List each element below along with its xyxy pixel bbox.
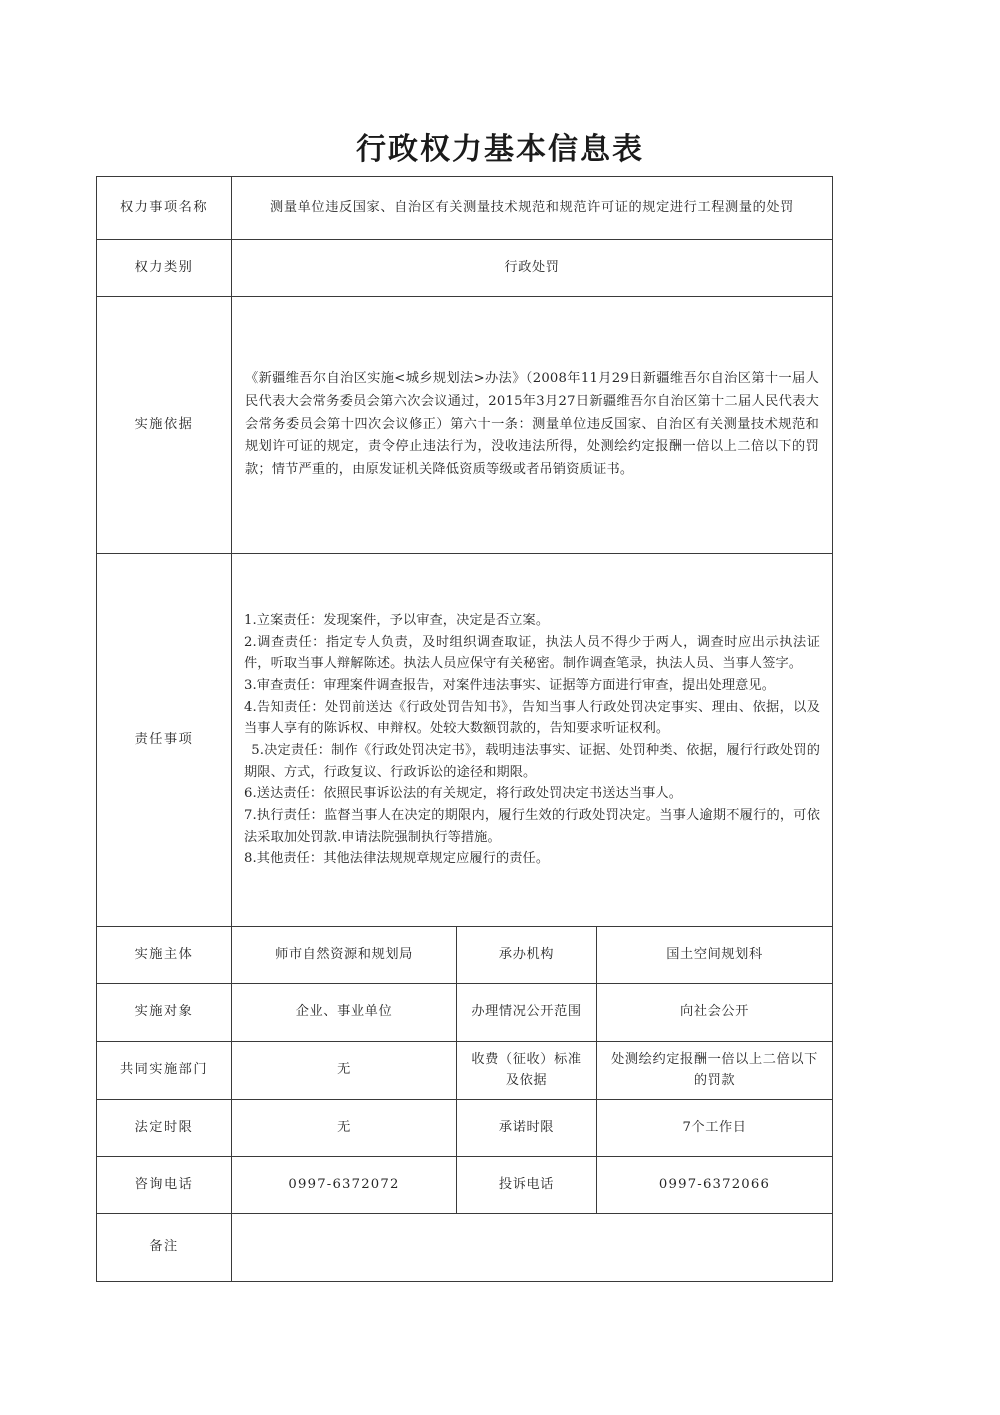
duty-item-1: 1.立案责任：发现案件，予以审查，决定是否立案。 [244, 613, 550, 629]
row-value-item-name [232, 177, 833, 240]
table-row-remarks [97, 1214, 833, 1282]
value-handling-agency: 国土空间规划科 [666, 946, 763, 962]
row-value-disclosure-scope [597, 984, 833, 1042]
row-value-handling-agency [597, 927, 833, 984]
row-value-legal-basis [232, 297, 833, 554]
power-info-table [96, 176, 833, 1282]
label-handling-agency: 承办机构 [498, 946, 555, 962]
row-value-fee-standard [597, 1042, 833, 1100]
table-row-duties [97, 554, 833, 927]
row-value-duties [232, 554, 833, 927]
duty-item-7: 7.执行责任：监督当事人在决定的期限内，履行生效的行政处罚决定。当事人逾期不履行的，可依法采取加处罚款.申请法院强制执行等措施。 [244, 807, 821, 845]
row-value-legal-time-limit [232, 1100, 457, 1157]
table-row-item-name [97, 177, 833, 240]
row-label-joint-department [97, 1042, 232, 1100]
row-value-remarks [232, 1214, 833, 1282]
label-legal-time-limit: 法定时限 [134, 1119, 194, 1135]
row-label-implementing-body [97, 927, 232, 984]
table-row-implementing-body [97, 927, 833, 984]
label-implementing-body: 实施主体 [134, 946, 194, 962]
table-row-joint-department [97, 1042, 833, 1100]
row-label-implementing-object [97, 984, 232, 1042]
label-promised-time-limit: 承诺时限 [498, 1119, 555, 1135]
duty-item-2: 2.调查责任：指定专人负责，及时组织调查取证，执法人员不得少于两人，调查时应出示执法证件，听取当事人辩解陈述。执法人员应保守有关秘密。制作调查笔录，执法人员、当事人签字。 [244, 634, 821, 672]
value-remarks [232, 1241, 832, 1255]
row-value-consult-phone [232, 1157, 457, 1214]
row-label-disclosure-scope [457, 984, 597, 1042]
value-item-name: 测量单位违反国家、自治区有关测量技术规范和规范许可证的规定进行工程测量的处罚 [270, 199, 794, 215]
row-label-promised-time-limit [457, 1100, 597, 1157]
row-label-item-name [97, 177, 232, 240]
duty-item-3: 3.审查责任：审理案件调查报告，对案件违法事实、证据等方面进行审查，提出处理意见。 [244, 678, 775, 694]
row-value-complaint-phone [597, 1157, 833, 1214]
table-row-implementing-object [97, 984, 833, 1042]
row-value-power-category [232, 240, 833, 297]
row-value-implementing-body [232, 927, 457, 984]
label-joint-department: 共同实施部门 [119, 1062, 209, 1078]
label-fee-standard: 收费（征收）标准及依据 [471, 1052, 582, 1088]
label-remarks: 备注 [149, 1239, 179, 1255]
legal-basis-block [232, 350, 832, 500]
row-label-power-category [97, 240, 232, 297]
label-complaint-phone: 投诉电话 [498, 1176, 555, 1192]
value-implementing-body: 师市自然资源和规划局 [275, 946, 413, 962]
label-disclosure-scope: 办理情况公开范围 [471, 1004, 582, 1020]
label-legal-basis: 实施依据 [134, 416, 194, 432]
duties-list [232, 600, 832, 880]
value-power-category: 行政处罚 [504, 259, 560, 275]
table-row-phones [97, 1157, 833, 1214]
duty-item-4: 4.告知责任：处罚前送达《行政处罚告知书》，告知当事人行政处罚决定事实、理由、依据，以及当事人享有的陈诉权、申辩权。处较大数额罚款的，告知要求听证权利。 [244, 699, 821, 737]
table-row-legal-time-limit [97, 1100, 833, 1157]
duty-item-6: 6.送达责任：依照民事诉讼法的有关规定，将行政处罚决定书送达当事人。 [244, 786, 682, 802]
row-value-promised-time-limit [597, 1100, 833, 1157]
row-value-joint-department [232, 1042, 457, 1100]
value-implementing-object: 企业、事业单位 [295, 1004, 393, 1020]
label-implementing-object: 实施对象 [134, 1004, 194, 1020]
label-power-category: 权力类别 [134, 259, 194, 275]
row-label-remarks [97, 1214, 232, 1282]
label-duties: 责任事项 [134, 731, 194, 747]
table-row-power-category [97, 240, 833, 297]
duty-item-5: 5.决定责任：制作《行政处罚决定书》，载明违法事实、证据、处罚种类、依据，履行行政处罚的期限、方式，行政复议、行政诉讼的途径和期限。 [244, 743, 821, 780]
value-legal-basis: 《新疆维吾尔自治区实施<城乡规划法>办法》（2008年11月29日新疆维吾尔自治区第十一届人民代表大会常务委员会第六次会议通过，2015年3月27日新疆维吾尔自治区第十二届人民代表大会常务委员会第十四次会议修正）第六十一条：测量单位违反国家、自治区有关测量技术规范和规划许可证的规定，责令停止违法行为，没收违法所得，处测绘约定报酬一倍以上二倍以下的罚款；情节严重的，由原发证机关降低资质等级或者吊销资质证书。 [245, 371, 820, 478]
value-legal-time-limit: 无 [337, 1119, 351, 1135]
value-promised-time-limit: 7个工作日 [682, 1119, 747, 1135]
row-label-fee-standard [457, 1042, 597, 1100]
row-label-duties [97, 554, 232, 927]
value-joint-department: 无 [337, 1062, 351, 1078]
label-consult-phone: 咨询电话 [134, 1176, 194, 1192]
row-value-implementing-object [232, 984, 457, 1042]
row-label-handling-agency [457, 927, 597, 984]
table-row-legal-basis [97, 297, 833, 554]
value-disclosure-scope: 向社会公开 [680, 1004, 749, 1020]
label-item-name: 权力事项名称 [119, 199, 209, 215]
row-label-legal-time-limit [97, 1100, 232, 1157]
value-consult-phone: 0997-6372072 [288, 1176, 400, 1192]
row-label-consult-phone [97, 1157, 232, 1214]
value-complaint-phone: 0997-6372066 [658, 1176, 771, 1192]
page-title: 行政权力基本信息表 [356, 132, 644, 167]
row-label-complaint-phone [457, 1157, 597, 1214]
duty-item-8: 8.其他责任：其他法律法规规章规定应履行的责任。 [244, 851, 550, 867]
value-fee-standard: 处测绘约定报酬一倍以上二倍以下的罚款 [611, 1052, 818, 1088]
row-label-legal-basis [97, 297, 232, 554]
